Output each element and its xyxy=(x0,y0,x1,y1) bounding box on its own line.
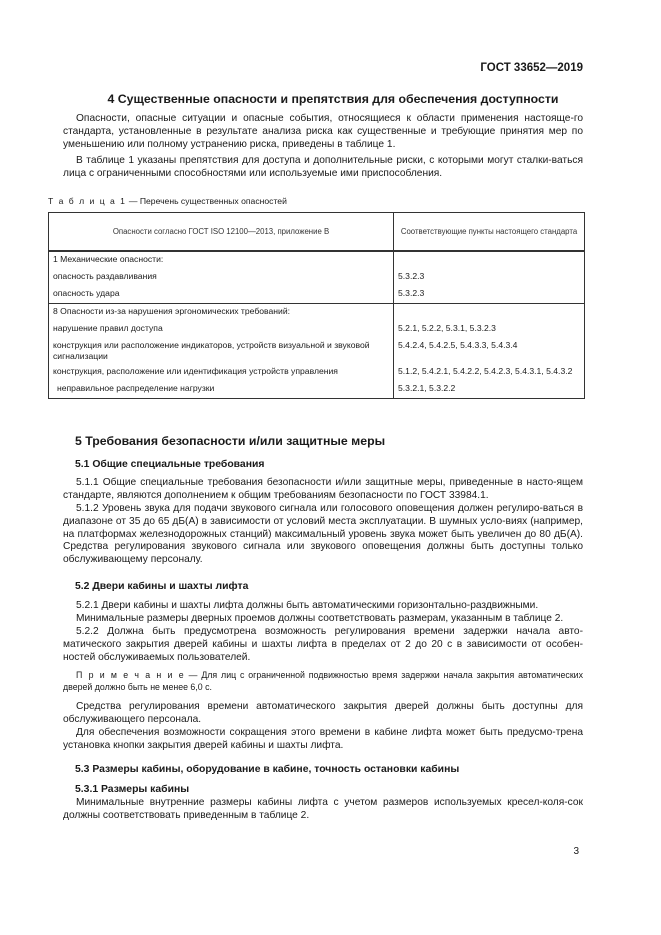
clause-cell: 5.4.2.4, 5.4.2.5, 5.4.3.3, 5.4.3.4 xyxy=(394,338,585,364)
hazard-cell: опасность удара xyxy=(49,286,394,304)
clause-cell xyxy=(394,251,585,269)
clause-cell xyxy=(394,304,585,322)
note xyxy=(63,670,583,693)
clause-cell: 5.3.2.3 xyxy=(394,286,585,304)
hazard-cell: нарушение правил доступа xyxy=(49,321,394,338)
table-row xyxy=(49,381,585,399)
table-row xyxy=(49,321,585,338)
table-caption-prefix: Т а б л и ц а 1 xyxy=(48,196,127,206)
table-row xyxy=(49,269,585,286)
section-5-3-title: 5.3 Размеры кабины, оборудование в кабине, точность остановки кабины xyxy=(75,764,460,775)
note-prefix: П р и м е ч а н и е xyxy=(76,670,185,680)
table-row xyxy=(49,251,585,269)
paragraph-shorten-time: Для обеспечения возможности сокращения этого времени в кабине лифта может быть предусмо-трена установка кнопки закрытия дверей кабины и шахты лифта. xyxy=(63,727,583,751)
clause-cell: 5.2.1, 5.2.2, 5.3.1, 5.3.2.3 xyxy=(394,321,585,338)
table-row xyxy=(49,364,585,381)
section-4-paragraph-1: Опасности, опасные ситуации и опасные события, относящиеся к области применения настояще-го стандарта, установленные в результате анализа риска как существенные и требующие принятия мер по уменьшению или полному устранению риска, приведены в таблице 1. xyxy=(63,113,583,150)
table-header-hazards: Опасности согласно ГОСТ ISO 12100—2013, приложение В xyxy=(49,213,394,252)
paragraph-5-2-1: 5.2.1 Двери кабины и шахты лифта должны быть автоматическими горизонтально-раздвижными. xyxy=(76,600,539,611)
paragraph-5-3-1: Минимальные внутренние размеры кабины лифта с учетом размеров используемых кресел-коля-сок должны соответствовать приведенным в таблице 2. xyxy=(63,797,583,821)
clause-cell: 5.3.2.3 xyxy=(394,269,585,286)
paragraph-5-2-1-sizes: Минимальные размеры дверных проемов должны соответствовать размерам, указанным в таблице 2. xyxy=(76,613,564,624)
document-code: ГОСТ 33652—2019 xyxy=(480,62,583,74)
hazards-table xyxy=(48,212,585,399)
section-5-3-1-title: 5.3.1 Размеры кабины xyxy=(75,784,190,795)
section-4-paragraph-2: В таблице 1 указаны препятствия для доступа и дополнительные риски, с которыми могут сталки-ваться лица с ограниченными способностями или используемые ими приспособления. xyxy=(63,155,583,179)
section-5-title: 5 Требования безопасности и/или защитные меры xyxy=(75,434,386,448)
note-text: — Для лиц с ограниченной подвижностью время задержки начала закрытия автоматических дверей должно быть не менее 6,0 с. xyxy=(63,670,583,692)
table-caption-text: — Перечень существенных опасностей xyxy=(126,196,287,206)
paragraph-regulation-access: Средства регулирования времени автоматического закрытия дверей должны быть доступны для обслуживающего персонала. xyxy=(63,701,583,725)
section-4-title: 4 Существенные опасности и препятствия для обеспечения доступности xyxy=(107,92,559,106)
hazard-cell: 1 Механические опасности: xyxy=(49,251,394,269)
hazard-cell: 8 Опасности из-за нарушения эргономических требований: xyxy=(49,304,394,322)
table-row xyxy=(49,304,585,322)
paragraph-5-1-1: 5.1.1 Общие специальные требования безопасности и/или защитные меры, приведенные в насто-ящем стандарте, являются дополнением к общим требованиям безопасности по ГОСТ 33984.1. xyxy=(63,477,583,501)
hazard-cell: конструкция или расположение индикаторов, устройств визуальной и звуковой сигнализации xyxy=(49,338,394,364)
table-1-caption xyxy=(48,196,287,206)
table-row xyxy=(49,338,585,364)
table-row xyxy=(49,286,585,304)
hazards-table-body xyxy=(49,251,585,399)
table-header-clauses: Соответствующие пункты настоящего стандарта xyxy=(394,213,585,252)
paragraph-5-1-2: 5.1.2 Уровень звука для подачи звукового сигнала или голосового оповещения должен регулиро-ваться в диапазоне от 35 до 65 дБ(А) в зависимости от условий места эксплуатации. В шумных усло-виях (например, на платформах железнодорожных станций) максимальный уровень звука может быть увеличен до 80 дБ(А). Средства регулирования звукового сигнала или звукового оповещения должны быть доступны только обслуживающему персоналу. xyxy=(63,503,583,566)
clause-cell: 5.1.2, 5.4.2.1, 5.4.2.2, 5.4.2.3, 5.4.3.1, 5.4.3.2 xyxy=(394,364,585,381)
hazard-cell: конструкция, расположение или идентификация устройств управления xyxy=(49,364,394,381)
section-5-2-title: 5.2 Двери кабины и шахты лифта xyxy=(75,581,249,592)
page-number: 3 xyxy=(573,846,579,857)
section-5-1-title: 5.1 Общие специальные требования xyxy=(75,459,265,470)
paragraph-5-2-2: 5.2.2 Должна быть предусмотрена возможность регулирования времени задержки начала авто-матического закрытия дверей кабины и шахты лифта в пределах от 2 до 20 с в зависимости от особен-ностей обслуживаемых пользователей. xyxy=(63,626,583,663)
clause-cell: 5.3.2.1, 5.3.2.2 xyxy=(394,381,585,399)
hazard-cell: опасность раздавливания xyxy=(49,269,394,286)
hazard-cell: неправильное распределение нагрузки xyxy=(49,381,394,399)
